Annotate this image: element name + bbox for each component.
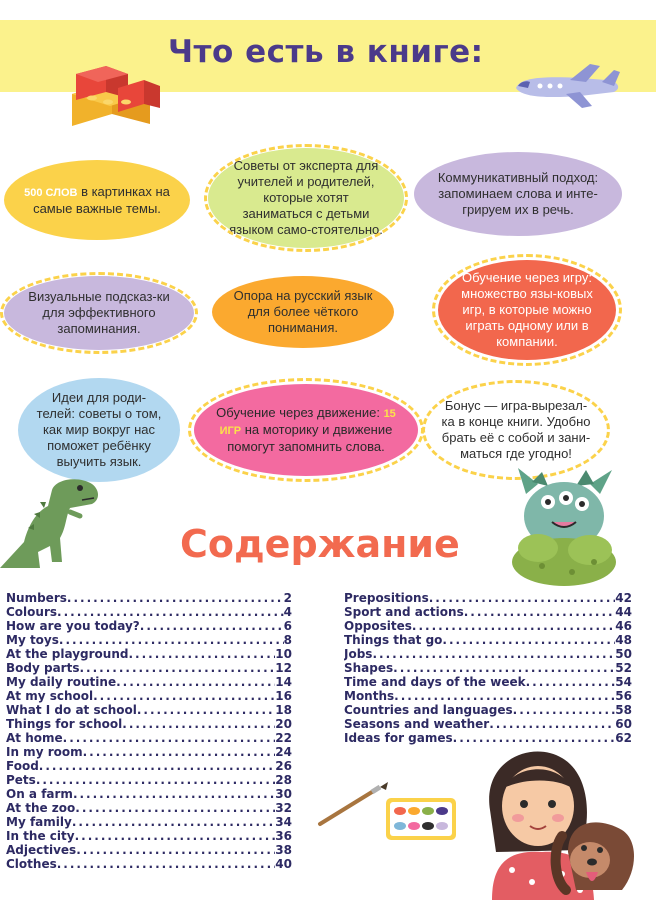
feature-bubble-parent-ideas: [18, 378, 180, 482]
toc-row[interactable]: [6, 773, 292, 787]
toc-page: 58: [615, 703, 632, 717]
toc-page: 6: [283, 619, 292, 633]
toc-row[interactable]: [6, 731, 292, 745]
toc-title: On a farm: [6, 787, 73, 801]
feature-text-visual-hints: Визуальные подсказ-ки для эффективного запоминания.: [28, 289, 170, 336]
toc-row[interactable]: [6, 689, 292, 703]
toc-title: In the city: [6, 829, 75, 843]
toc-row[interactable]: [6, 843, 292, 857]
toc-page: 20: [275, 717, 292, 731]
toc-row[interactable]: [6, 591, 292, 605]
toc-row[interactable]: [6, 605, 292, 619]
toc-title: How are you today?: [6, 619, 140, 633]
feature-text-game-learning: Обучение через игру: множество язы-ковых игр, в которые можно играть одному или в компании.: [461, 270, 593, 349]
feature-bubble-movement: [194, 384, 418, 476]
toc-title: At the playground: [6, 647, 129, 661]
toc-row[interactable]: [6, 829, 292, 843]
toc-page: 46: [615, 619, 632, 633]
toc-row[interactable]: [6, 703, 292, 717]
toc-page: 10: [275, 647, 292, 661]
toc-row[interactable]: [6, 647, 292, 661]
toc-row[interactable]: [344, 619, 632, 633]
feature-bubble-words: [4, 160, 190, 240]
toc-page: 56: [615, 689, 632, 703]
feature-bubble-russian-support: [212, 276, 394, 348]
toc-page: 34: [275, 815, 292, 829]
toc-row[interactable]: [6, 675, 292, 689]
toc-page: 24: [275, 745, 292, 759]
toc-page: 60: [615, 717, 632, 731]
toc-title: Shapes: [344, 661, 394, 675]
toc-page: 38: [275, 843, 292, 857]
toc-title: Body parts: [6, 661, 80, 675]
toc-page: 14: [275, 675, 292, 689]
feature-bubble-visual-hints: [4, 276, 194, 350]
toc-row[interactable]: [6, 857, 292, 871]
toc-row[interactable]: [344, 703, 632, 717]
toc-title: Adjectives: [6, 843, 77, 857]
toc-title: At home: [6, 731, 63, 745]
page-title: Что есть в книге:: [168, 34, 484, 70]
toc-title: Colours: [6, 605, 58, 619]
toc-title: Months: [344, 689, 395, 703]
feature-text-parent-ideas: Идеи для роди-телей: советы о том, как мир вокруг нас поможет ребёнку выучить язык.: [36, 390, 162, 469]
contents-title: Содержание: [180, 522, 460, 566]
feature-text-movement: на моторику и движение помогут запомнить слова.: [227, 422, 393, 454]
feature-bubble-expert-advice: [208, 148, 404, 248]
toc-row[interactable]: [6, 815, 292, 829]
toc-row[interactable]: [6, 801, 292, 815]
toc-title: Things that go: [344, 633, 443, 647]
paint-palette-icon: [384, 796, 458, 842]
feature-text-movement-before: Обучение через движение:: [216, 405, 384, 420]
toc-page: 62: [615, 731, 632, 745]
toc-page: 44: [615, 605, 632, 619]
toc-title: What I do at school: [6, 703, 137, 717]
toc-page: 52: [615, 661, 632, 675]
toc-page: 32: [275, 801, 292, 815]
toc-page: 40: [275, 857, 292, 871]
dinosaur-icon: [0, 472, 120, 572]
toc-row[interactable]: [6, 661, 292, 675]
toc-title: My daily routine: [6, 675, 117, 689]
toc-row[interactable]: [344, 717, 632, 731]
toc-page: 54: [615, 675, 632, 689]
toc-title: Things for school: [6, 717, 123, 731]
toc-page: 2: [283, 591, 292, 605]
feature-highlight-movement: 15 ИГР: [219, 408, 396, 437]
airplane-icon: [510, 62, 626, 112]
toc-row[interactable]: [6, 717, 292, 731]
toc-page: 22: [275, 731, 292, 745]
toc-row[interactable]: [344, 647, 632, 661]
toc-row[interactable]: [6, 619, 292, 633]
toc-page: 18: [275, 703, 292, 717]
toc-title: At my school: [6, 689, 94, 703]
toc-title: My toys: [6, 633, 59, 647]
toc-page: 12: [275, 661, 292, 675]
toc-title: Countries and languages: [344, 703, 513, 717]
toc-page: 30: [275, 787, 292, 801]
toc-page: 26: [275, 759, 292, 773]
toc-row[interactable]: [6, 633, 292, 647]
toc-column-right: [344, 591, 632, 745]
toc-row[interactable]: [6, 745, 292, 759]
toc-title: Time and days of the week: [344, 675, 526, 689]
feature-bubble-communicative: [414, 152, 622, 236]
toc-page: 36: [275, 829, 292, 843]
toc-row[interactable]: [6, 787, 292, 801]
toc-column-left: [6, 591, 292, 871]
monster-icon: [512, 464, 616, 586]
feature-text-expert-advice: Советы от эксперта для учителей и родителей, которые хотят заниматься с детьми языком само-стоятельно.: [229, 158, 383, 237]
toc-title: In my room: [6, 745, 83, 759]
feature-highlight-words: 500 СЛОВ: [24, 186, 78, 199]
toc-row[interactable]: [344, 591, 632, 605]
toy-blocks-icon: [62, 58, 162, 140]
toc-page: 48: [615, 633, 632, 647]
feature-bubble-game-learning: [438, 260, 616, 360]
toc-page: 8: [283, 633, 292, 647]
toc-row[interactable]: [344, 605, 632, 619]
feature-text-bonus: Бонус — игра-вырезал-ка в конце книги. Удобно брать её с собой и зани-маться где угодно!: [441, 398, 591, 461]
toc-title: My family: [6, 815, 72, 829]
toc-row[interactable]: [344, 661, 632, 675]
toc-title: Clothes: [6, 857, 57, 871]
toc-title: Ideas for games: [344, 731, 453, 745]
toc-row[interactable]: [6, 759, 292, 773]
toc-page: 16: [275, 689, 292, 703]
toc-page: 50: [615, 647, 632, 661]
toc-title: Sport and actions: [344, 605, 464, 619]
toc-page: 28: [275, 773, 292, 787]
toc-row[interactable]: [344, 675, 632, 689]
feature-text-russian-support: Опора на русский язык для более чёткого понимания.: [233, 288, 373, 335]
feature-text-communicative: Коммуникативный подход: запоминаем слова и инте-грируем их в речь.: [437, 170, 599, 217]
toc-row[interactable]: [344, 689, 632, 703]
toc-title: Numbers: [6, 591, 67, 605]
toc-title: Opposites: [344, 619, 412, 633]
toc-page: 4: [283, 605, 292, 619]
toc-title: Jobs: [344, 647, 373, 661]
toc-title: At the zoo: [6, 801, 76, 815]
feature-text-words: в картинках на самые важные темы.: [33, 183, 170, 216]
toc-title: Pets: [6, 773, 36, 787]
toc-page: 42: [615, 591, 632, 605]
toc-title: Prepositions: [344, 591, 429, 605]
feature-bubble-bonus: [426, 384, 606, 476]
toc-title: Food: [6, 759, 39, 773]
toc-title: Seasons and weather: [344, 717, 490, 731]
toc-row[interactable]: [344, 633, 632, 647]
girl-with-dog-illustration: [472, 740, 638, 900]
